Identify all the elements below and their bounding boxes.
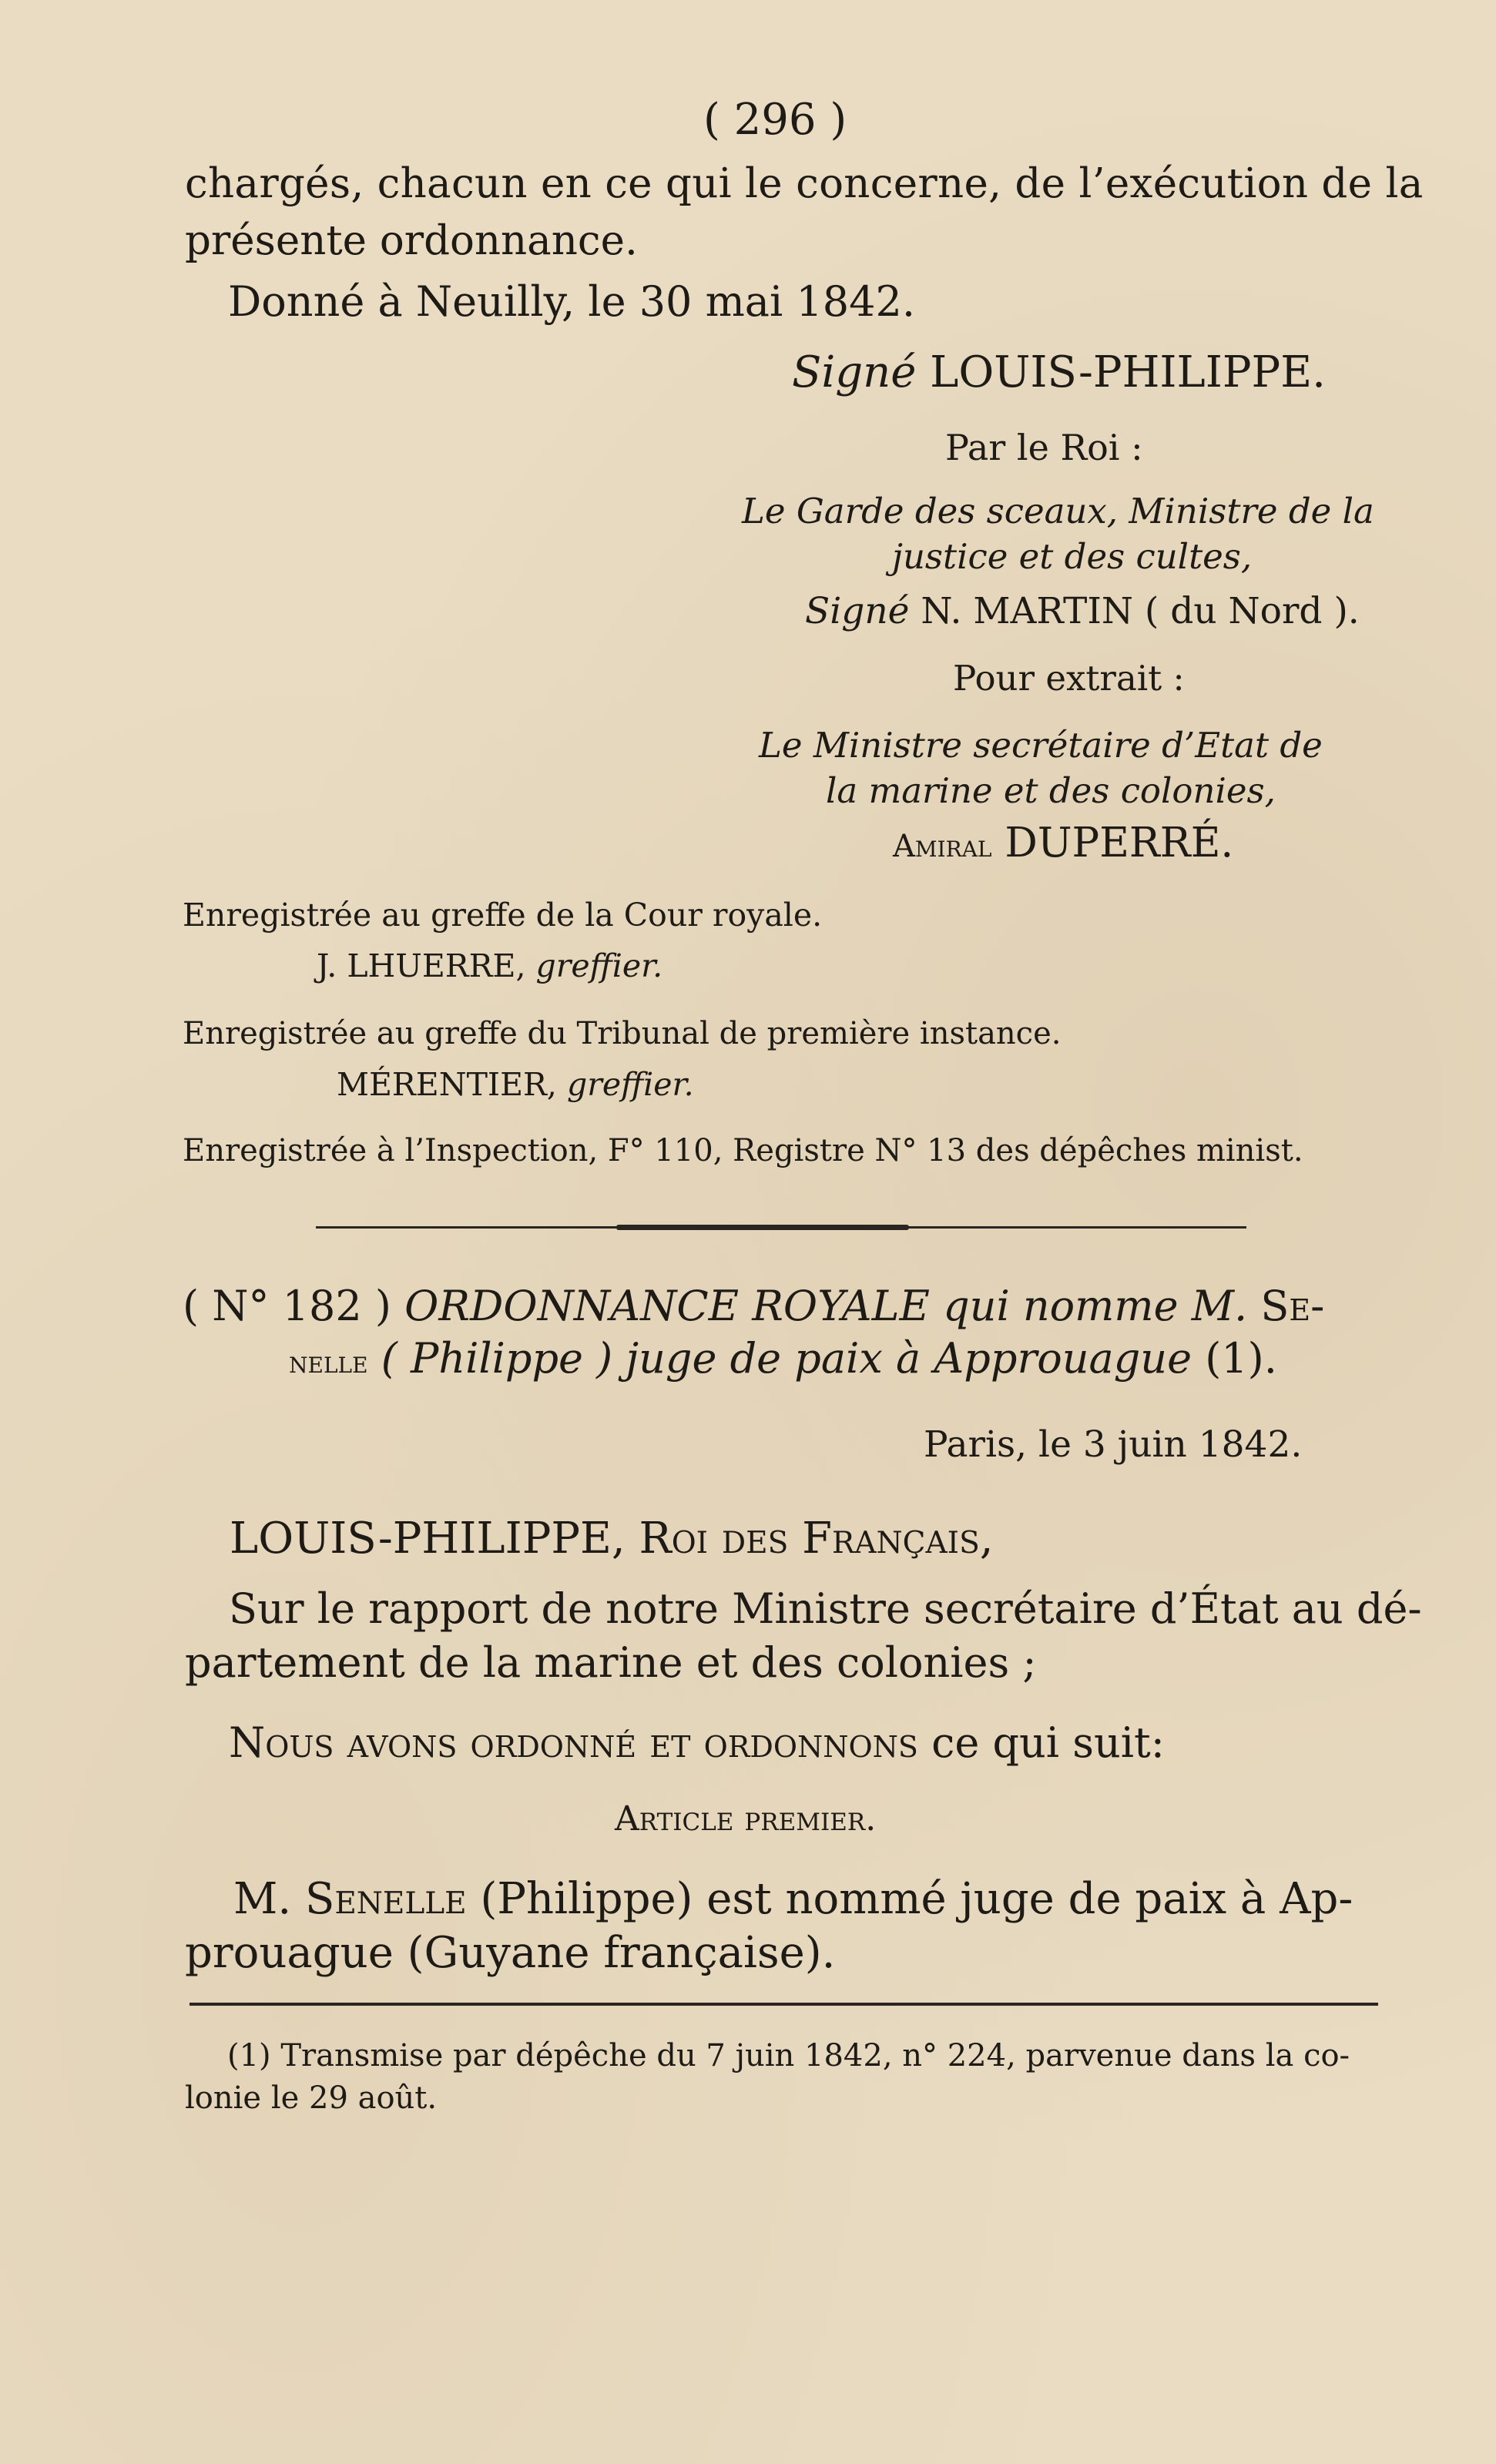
date-line: Donné à Neuilly, le 30 mai 1842. — [228, 277, 916, 326]
article-line-2: prouague (Guyane française). — [185, 1928, 836, 1978]
article-line-1 — [233, 1874, 1353, 1924]
amiral-title: Amiral — [893, 829, 992, 864]
section-divider-thick — [616, 1225, 909, 1230]
ordinance-se: Se- — [1260, 1282, 1325, 1330]
ministre-line-1: Le Ministre secrétaire d’Etat de — [759, 725, 1323, 766]
amiral-name: DUPERRÉ. — [1005, 820, 1234, 867]
garde-line-2: justice et des cultes, — [892, 536, 1253, 577]
king-line-title: Roi des Français, — [639, 1514, 994, 1564]
intro-line-1: chargés, chacun en ce qui le concerne, de l’exécution de la — [185, 160, 1424, 207]
ordinance-title-line-1 — [183, 1282, 1325, 1330]
registration-2-signature — [337, 1066, 694, 1103]
footnote-ref: (1). — [1205, 1334, 1277, 1383]
king-name: LOUIS-PHILIPPE. — [930, 347, 1326, 397]
registration-2-role: greffier. — [567, 1066, 694, 1103]
footnote-rule — [190, 2003, 1378, 2006]
page-number: ( 296 ) — [703, 95, 847, 145]
garde-line-1: Le Garde des sceaux, Ministre de la — [742, 491, 1374, 531]
amiral-signature — [893, 820, 1234, 867]
article-m: M. — [233, 1874, 292, 1924]
nous-line — [229, 1718, 1165, 1767]
article-rest: (Philippe) est nommé juge de paix à Ap- — [480, 1874, 1353, 1924]
article-heading: Article premier. — [615, 1799, 877, 1839]
ordinance-title-line-2 — [289, 1334, 1277, 1383]
article-name: Senelle — [304, 1874, 467, 1924]
nous-rest: ce qui suit: — [931, 1718, 1165, 1767]
intro-line-2: présente ordonnance. — [185, 217, 638, 264]
martin-signature — [805, 590, 1360, 632]
place-date: Paris, le 3 juin 1842. — [924, 1423, 1303, 1466]
martin-name: N. MARTIN ( du Nord ). — [921, 590, 1360, 632]
nous-ordonnons: Nous avons ordonné et ordonnons — [229, 1718, 918, 1767]
footnote-line-2: lonie le 29 août. — [185, 2080, 438, 2116]
pour-extrait: Pour extrait : — [953, 658, 1185, 699]
ordinance-nelle: nelle — [289, 1345, 368, 1380]
signe-word-2: Signé — [805, 590, 910, 632]
king-line-name: LOUIS-PHILIPPE, — [230, 1514, 626, 1564]
footnote-line-1: (1) Transmise par dépêche du 7 juin 1842, n° 224, parvenue dans la co- — [227, 2038, 1350, 2073]
registration-1-signature — [317, 947, 663, 984]
signature-king — [792, 347, 1326, 397]
ministre-line-2: la marine et des colonies, — [826, 770, 1276, 811]
ordinance-title-rest: qui nomme M. — [943, 1282, 1248, 1330]
registration-1-text: Enregistrée au greffe de la Cour royale. — [183, 897, 823, 934]
king-line — [230, 1514, 994, 1564]
signe-word: Signé — [792, 347, 917, 397]
registration-2-text: Enregistrée au greffe du Tribunal de première instance. — [183, 1016, 1062, 1051]
ordinance-subject: ( Philippe ) juge de paix à Approuague — [381, 1334, 1192, 1383]
registration-1-role: greffier. — [535, 947, 663, 984]
registration-2-name: MÉRENTIER, — [337, 1066, 557, 1103]
ordinance-number: ( N° 182 ) — [183, 1282, 391, 1330]
registration-1-name: J. LHUERRE, — [317, 947, 526, 984]
rapport-line-1: Sur le rapport de notre Ministre secrétaire d’État au dé- — [229, 1584, 1422, 1633]
rapport-line-2: partement de la marine et des colonies ; — [185, 1638, 1037, 1687]
ordinance-title: ORDONNANCE ROYALE — [404, 1282, 930, 1330]
par-le-roi: Par le Roi : — [945, 427, 1143, 468]
registration-3-text: Enregistrée à l’Inspection, F° 110, Registre N° 13 des dépêches minist. — [183, 1133, 1303, 1168]
